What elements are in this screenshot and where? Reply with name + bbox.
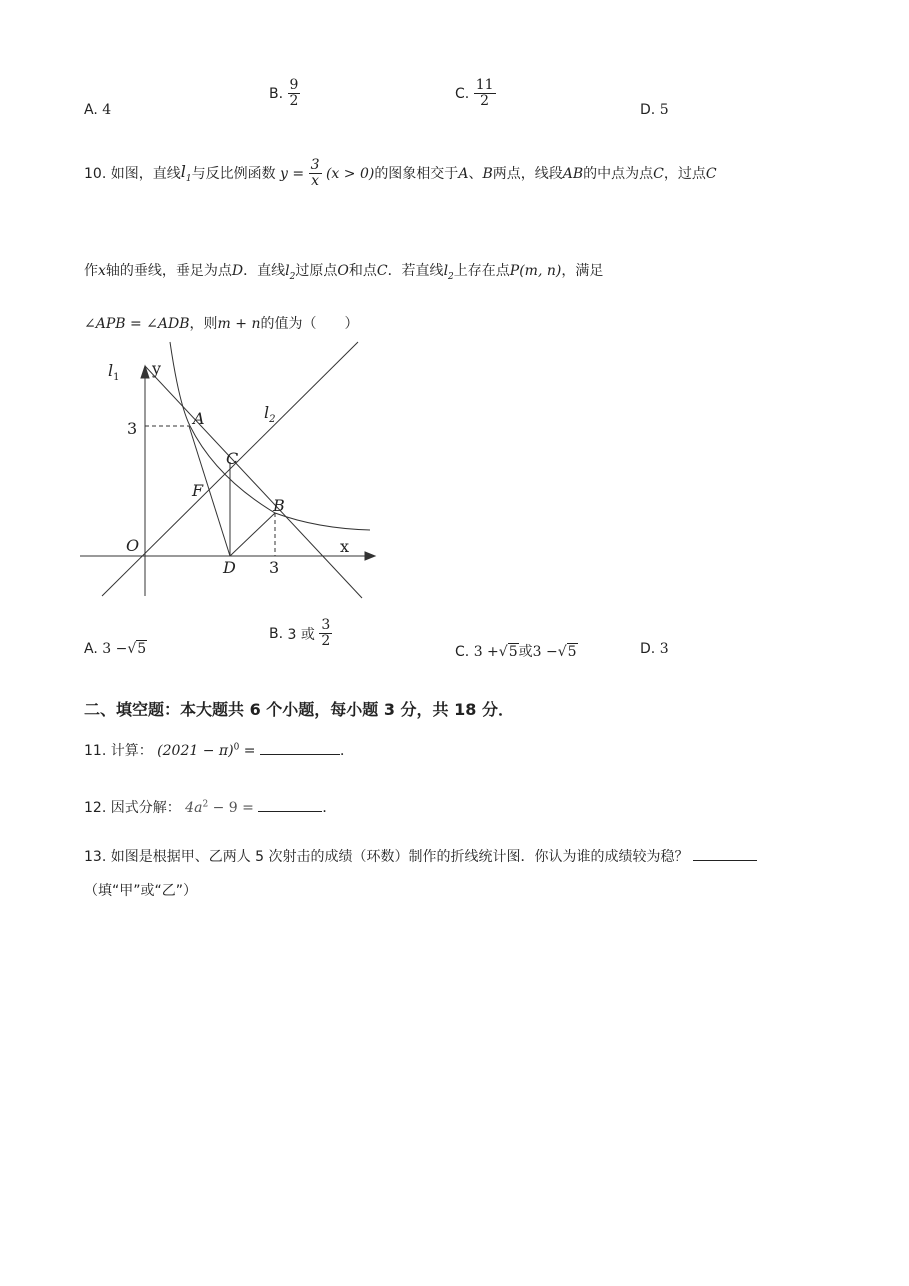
label-l1: $l_1$ xyxy=(108,361,120,383)
q10-option-b: B. 3 或 $\frac{3}{2}$ xyxy=(269,617,331,650)
label-B: B xyxy=(273,496,285,515)
q11: 11. 计算： $(2021 - \pi)^0$ = ． xyxy=(84,742,354,759)
q9-option-b: B. $\frac{9}{2}$ xyxy=(269,77,299,110)
label-D: D xyxy=(223,558,236,577)
label-l2: $l_2$ xyxy=(264,403,276,425)
q10-line-2: 作x轴的垂线，垂足为点D．直线$l_2$过原点O和点C．若直线$l_2$上存在点P(m, n)，满足 xyxy=(84,263,604,282)
q12: 12. 因式分解： $4a^2 - 9$ = ． xyxy=(84,799,337,816)
geometry-figure xyxy=(80,338,380,603)
label-A: A xyxy=(193,409,205,428)
hyperbola-curve xyxy=(170,342,370,530)
y-axis-arrow xyxy=(141,366,149,378)
x-axis-arrow xyxy=(365,552,375,560)
fraction: $\frac{11}{2}$ xyxy=(475,77,494,110)
segment-DB xyxy=(230,513,275,556)
line-l1 xyxy=(145,366,362,598)
label-F: F xyxy=(192,481,204,500)
label-3-y: 3 xyxy=(127,419,138,438)
section-heading: 二、填空题：本大题共 6 个小题，每小题 3 分，共 18 分． xyxy=(84,700,514,719)
q13-line-2: （填“甲”或“乙”） xyxy=(84,883,198,899)
q10-line-3: ∠APB = ∠ADB，则m + n的值为（ ） xyxy=(84,316,359,332)
fraction: $\frac{9}{2}$ xyxy=(289,77,299,110)
q13: 13. 如图是根据甲、乙两人 5 次射击的成绩（环数）制作的折线统计图．你认为谁的成绩较为稳？ xyxy=(84,846,757,866)
q9-option-d: D. 5 xyxy=(640,102,669,118)
label-O: O xyxy=(126,536,140,555)
q10-option-a: A. 3 −√5 xyxy=(84,641,147,657)
answer-blank-13[interactable] xyxy=(693,860,757,861)
label-3-x: 3 xyxy=(269,558,280,577)
label-y: y xyxy=(152,359,162,378)
label-x: x xyxy=(340,537,350,556)
q10-line-1: 10. 如图，直线$l_1$与反比例函数 y = $\frac{3}{x}$ (x > 0)的图象相交于A、B两点，线段AB的中点为点C，过点C xyxy=(84,157,717,190)
label-C: C xyxy=(226,449,239,468)
q10-option-c: C. 3 +√5或3 −√5 xyxy=(455,644,577,660)
answer-blank-11[interactable] xyxy=(260,754,340,755)
answer-blank-12[interactable] xyxy=(258,811,322,812)
q9-option-a: A. 4 xyxy=(84,102,112,118)
q10-option-d: D. 3 xyxy=(640,641,669,657)
q9-option-c: C. $\frac{11}{2}$ xyxy=(455,77,494,110)
